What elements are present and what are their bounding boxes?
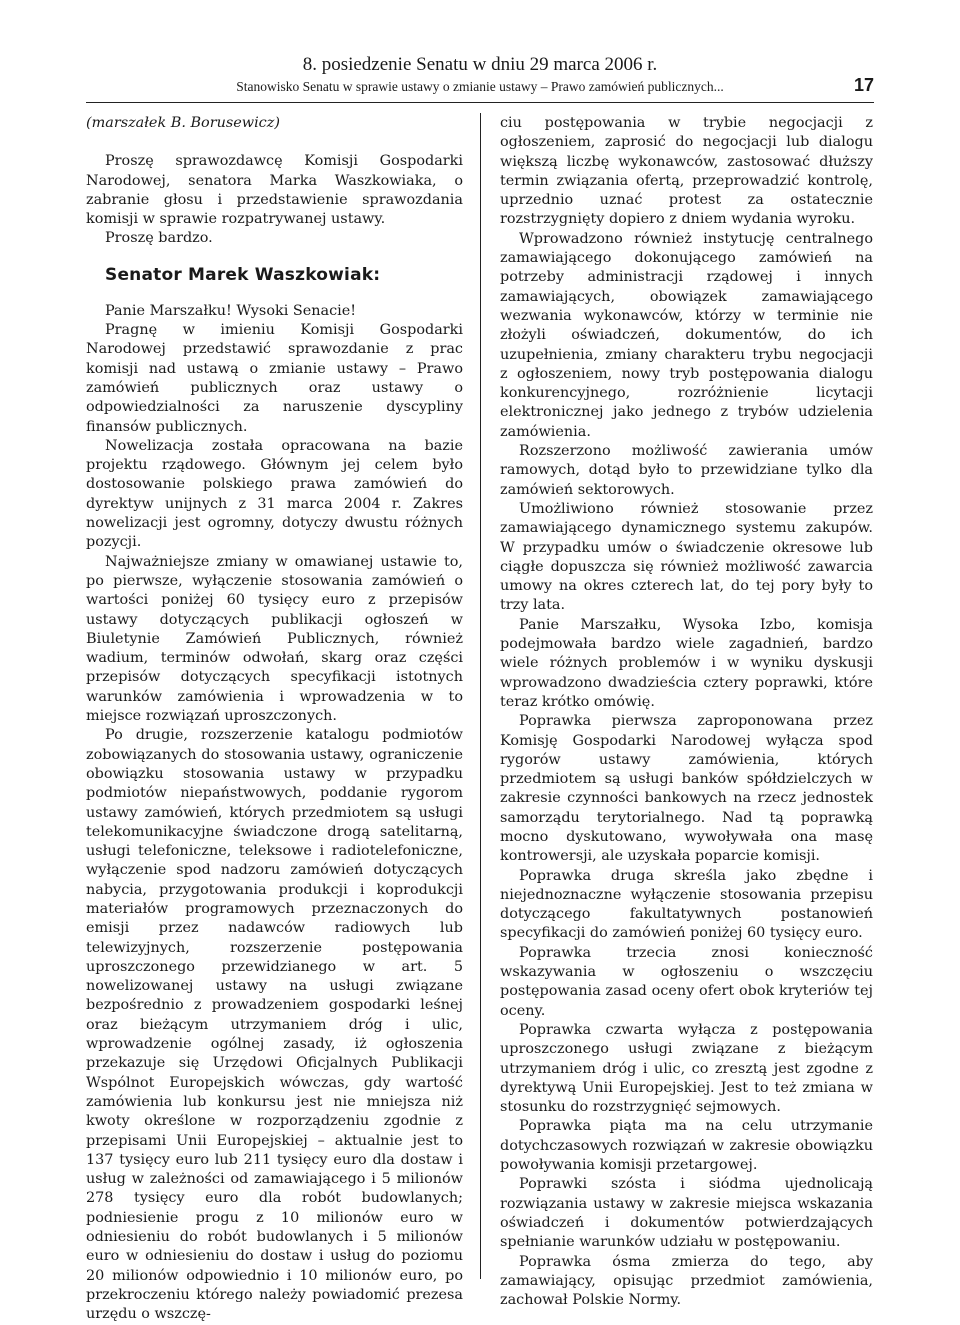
- paragraph: Poprawka czwarta wyłącza z postępowania uproszczonego usługi związane z bieżącym utrzymaniem dróg i ulic, co zresztą jest zgodne z dyrektywą Unii Europejskiej. Jest to też zmiana w stosunku do rozstrzygnięć sejmowych.: [500, 1021, 873, 1116]
- paragraph: Proszę sprawozdawcę Komisji Gospodarki Narodowej, senatora Marka Waszkowiaka, o zabranie głosu i przedstawienie sprawozdania komisji w sprawie rozpatrywanej ustawy.: [86, 153, 463, 228]
- paragraph: Nowelizacja została opracowana na bazie projektu rządowego. Głównym jej celem było dostosowanie polskiego prawa zamówień do dyrektyw unijnych z 31 marca 2004 r. Zakres nowelizacji jest ogromny, dotyczy dwustu różnych pozycji.: [86, 437, 463, 551]
- left-column: [86, 114, 463, 1325]
- paragraph: Panie Marszałku! Wysoki Senacie!: [105, 302, 357, 319]
- paragraph: Poprawka trzecia znosi konieczność wskazywania w ogłoszeniu o wszczęciu postępowania zasad oceny ofert obok kryteriów tej oceny.: [500, 944, 873, 1019]
- paragraph: Proszę bardzo.: [105, 230, 213, 247]
- page-header-subtitle: Stanowisko Senatu w sprawie ustawy o zmianie ustawy – Prawo zamówień publicznych...: [236, 79, 724, 94]
- paragraph: Pragnę w imieniu Komisji Gospodarki Narodowej przedstawić sprawozdanie z prac komisji nad ustawą o zmianie ustawy – Prawo zamówień publicznych oraz ustawy o odpowiedzialności za naruszenie dyscypliny finansów publicznych.: [86, 322, 463, 435]
- paragraph: ciu postępowania w trybie negocjacji z ogłoszeniem, zaprosić do negocjacji lub dialogu większą liczbę wykonawców, zastosować dłuższy termin związania ofertą, przeprowadzić kontrolę, uprzednio uznać protest za ostatecznie rozstrzygnięty dopiero z dniem wydania wyroku.: [500, 115, 873, 228]
- paragraph: Po drugie, rozszerzenie katalogu podmiotów zobowiązanych do stosowania ustawy, ograniczenie obowiązku stosowania ustawy w przypadku podmiotów niepaństwowych, poddanie rygorom ustawy zamówień, których przedmiotem są usługi telekomunikacyjne świadczone drogą satelitarną, usługi telefoniczne, teleksowe i radiotelefoniczne, wyłączenie spod nadzoru zamówień dotyczących nabycia, przygotowania produkcji i koprodukcji materiałów programowych przeznaczonych do emisji przez nadawców radiowych lub telewizyjnych, rozszerzenie postępowania uproszczonego przewidzianego w art. 5 nowelizowanej ustawy na usługi związane bezpośrednio z prowadzeniem gospodarki leśnej oraz bieżącym utrzymaniem dróg i ulic, wprowadzenie ogólnej zasady, iż ogłoszenia przekazuje się Urzędowi Oficjalnych Publikacji Wspólnot Europejskich wówczas, gdy wartość zamówienia lub konkursu jest nie mniejsza niż kwoty określone w rozporządzeniu zgodnie z przepisami Unii Europejskiej – aktualnie jest to 137 tysięcy euro lub 211 tysięcy euro dla dostaw i usług w zależności od zamawiającego i 5 milionów 278 tysięcy euro dla robót budowlanych; podniesienie progu z 10 milionów euro w odniesieniu do robót budowlanych i 5 milionów euro w odniesieniu do dostaw i usług do poziomu 20 milionów odpowiednio i 10 milionów euro, po przekroczeniu którego należy powiadomić prezesa urzędu o wszczę-: [86, 727, 463, 1323]
- page-header-title: 8. posiedzenie Senatu w dniu 29 marca 2006 r.: [302, 54, 658, 75]
- page-number: 17: [853, 75, 874, 95]
- speaker-heading: Senator Marek Waszkowiak:: [105, 264, 381, 285]
- paragraph: Wprowadzono również instytucję centralnego zamawiającego dokonującego zamówień na potrzeby administracji rządowej i innych zamawiających, obowiązek zamawiającego wezwania wykonawców, którzy w terminie nie złożyli oświadczeń, dokumentów, do ich uzupełnienia, zmiany charakteru trybu negocjacji z ogłoszeniem, nowy tryb postępowania dialogu konkurencyjnego, rozróżnienie licytacji elektronicznej jako jednego z trybów udzielenia zamówienia.: [500, 230, 873, 440]
- speaker-note: (marszałek B. Borusewicz): [86, 115, 280, 131]
- paragraph: Poprawki szósta i siódma ujednolicają rozwiązania ustawy w zakresie miejsca wskazania oświadczeń i dokumentów potwierdzających spełnianie warunków udziału w postępowaniu.: [500, 1176, 873, 1251]
- paragraph: Najważniejsze zmiany w omawianej ustawie to, po pierwsze, wyłączenie stosowania zamówień o wartości poniżej 60 tysięcy euro z przepisów ustawy dotyczących publikacji ogłoszeń w Biuletynie Zamówień Publicznych, również wadium, terminów odwołań, skarg oraz części przepisów dotyczących specyfikacji istotnych warunków zamówienia i wprowadzenia w to miejsce rozwiązań uproszczonych.: [86, 553, 463, 725]
- right-column: [500, 114, 873, 1310]
- header-rule: [86, 102, 874, 103]
- paragraph: Panie Marszałku, Wysoka Izbo, komisja podejmowała bardzo wiele zagadnień, bardzo wiele różnych problemów i w wyniku dyskusji wprowadzono dwadzieścia cztery poprawki, które teraz krótko omówię.: [500, 616, 873, 710]
- paragraph: Poprawka piąta ma na celu utrzymanie dotychczasowych rozwiązań w zakresie obowiązku powoływania komisji przetargowej.: [500, 1118, 873, 1174]
- paragraph: Rozszerzono możliwość zawierania umów ramowych, dotąd było to przewidziane tylko dla zamówień sektorowych.: [500, 443, 873, 498]
- paragraph: Poprawka ósma zmierza do tego, aby zamawiający, opisując przedmiot zamówienia, zachował Polskie Normy.: [500, 1253, 873, 1309]
- paragraph: Poprawka druga skreśla jako zbędne i niejednoznaczne wyłączenie stosowania przepisu dotyczącego fakultatywnych postanowień specyfikacji do zamówień poniżej 60 tysięcy euro.: [500, 867, 873, 942]
- paragraph: Umożliwiono również stosowanie przez zamawiającego dynamicznego systemu zakupów. W przypadku umów o świadczenie okresowe lub ciągłe dopuszcza się również możliwość zawarcia umowy na okres czterech lat, do tej pory były to trzy lata.: [500, 500, 873, 614]
- column-divider: [480, 113, 481, 1279]
- paragraph: Poprawka pierwsza zaproponowana przez Komisję Gospodarki Narodowej wyłącza spod rygorów ustawy zamówienia, których przedmiotem są usługi banków spółdzielczych w zakresie czynności bankowych na rzecz jednostek samorządu terytorialnego. Nad tą poprawką mocno dyskutowano, wywoływała ona masę kontrowersji, ale uzyskała poparcie komisji.: [500, 713, 873, 865]
